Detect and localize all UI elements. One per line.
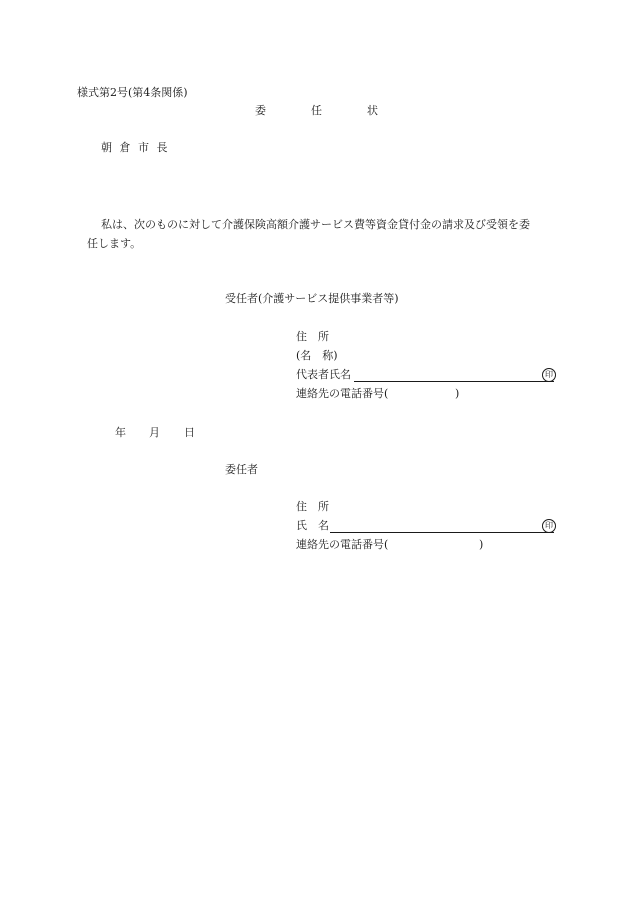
principal-heading: 委任者 xyxy=(225,463,258,476)
delegate-rep-label: 代表者氏名 xyxy=(296,368,351,381)
body-text-line-2: 任します。 xyxy=(87,237,142,250)
addressee: 朝 倉 市 長 xyxy=(101,141,168,154)
title-char-2: 任 xyxy=(311,104,322,117)
delegate-phone-label: 連絡先の電話番号( xyxy=(296,387,389,400)
principal-seal-icon: 印 xyxy=(542,519,556,533)
title-char-3: 状 xyxy=(367,104,378,117)
document-title xyxy=(0,104,630,118)
delegate-phone-close: ) xyxy=(455,387,460,400)
principal-address-label: 住 所 xyxy=(296,500,329,513)
date-year: 年 xyxy=(115,426,126,439)
principal-name-underline xyxy=(330,532,554,533)
delegate-heading: 受任者(介護サービス提供事業者等) xyxy=(225,292,399,305)
delegate-address-label: 住 所 xyxy=(296,330,329,343)
date-day: 日 xyxy=(184,426,195,439)
delegate-rep-underline xyxy=(354,381,554,382)
principal-name-label: 氏 名 xyxy=(296,519,329,532)
delegate-seal-icon: 印 xyxy=(542,368,556,382)
form-number: 様式第2号(第4条関係) xyxy=(77,86,188,99)
title-char-1: 委 xyxy=(255,104,266,117)
principal-phone-close: ) xyxy=(479,538,484,551)
date-month: 月 xyxy=(149,426,160,439)
body-text-line-1: 私は、次のものに対して介護保険高額介護サービス費等資金貸付金の請求及び受領を委 xyxy=(101,218,530,231)
delegate-name-label: (名 称) xyxy=(296,349,338,362)
principal-phone-label: 連絡先の電話番号( xyxy=(296,538,389,551)
